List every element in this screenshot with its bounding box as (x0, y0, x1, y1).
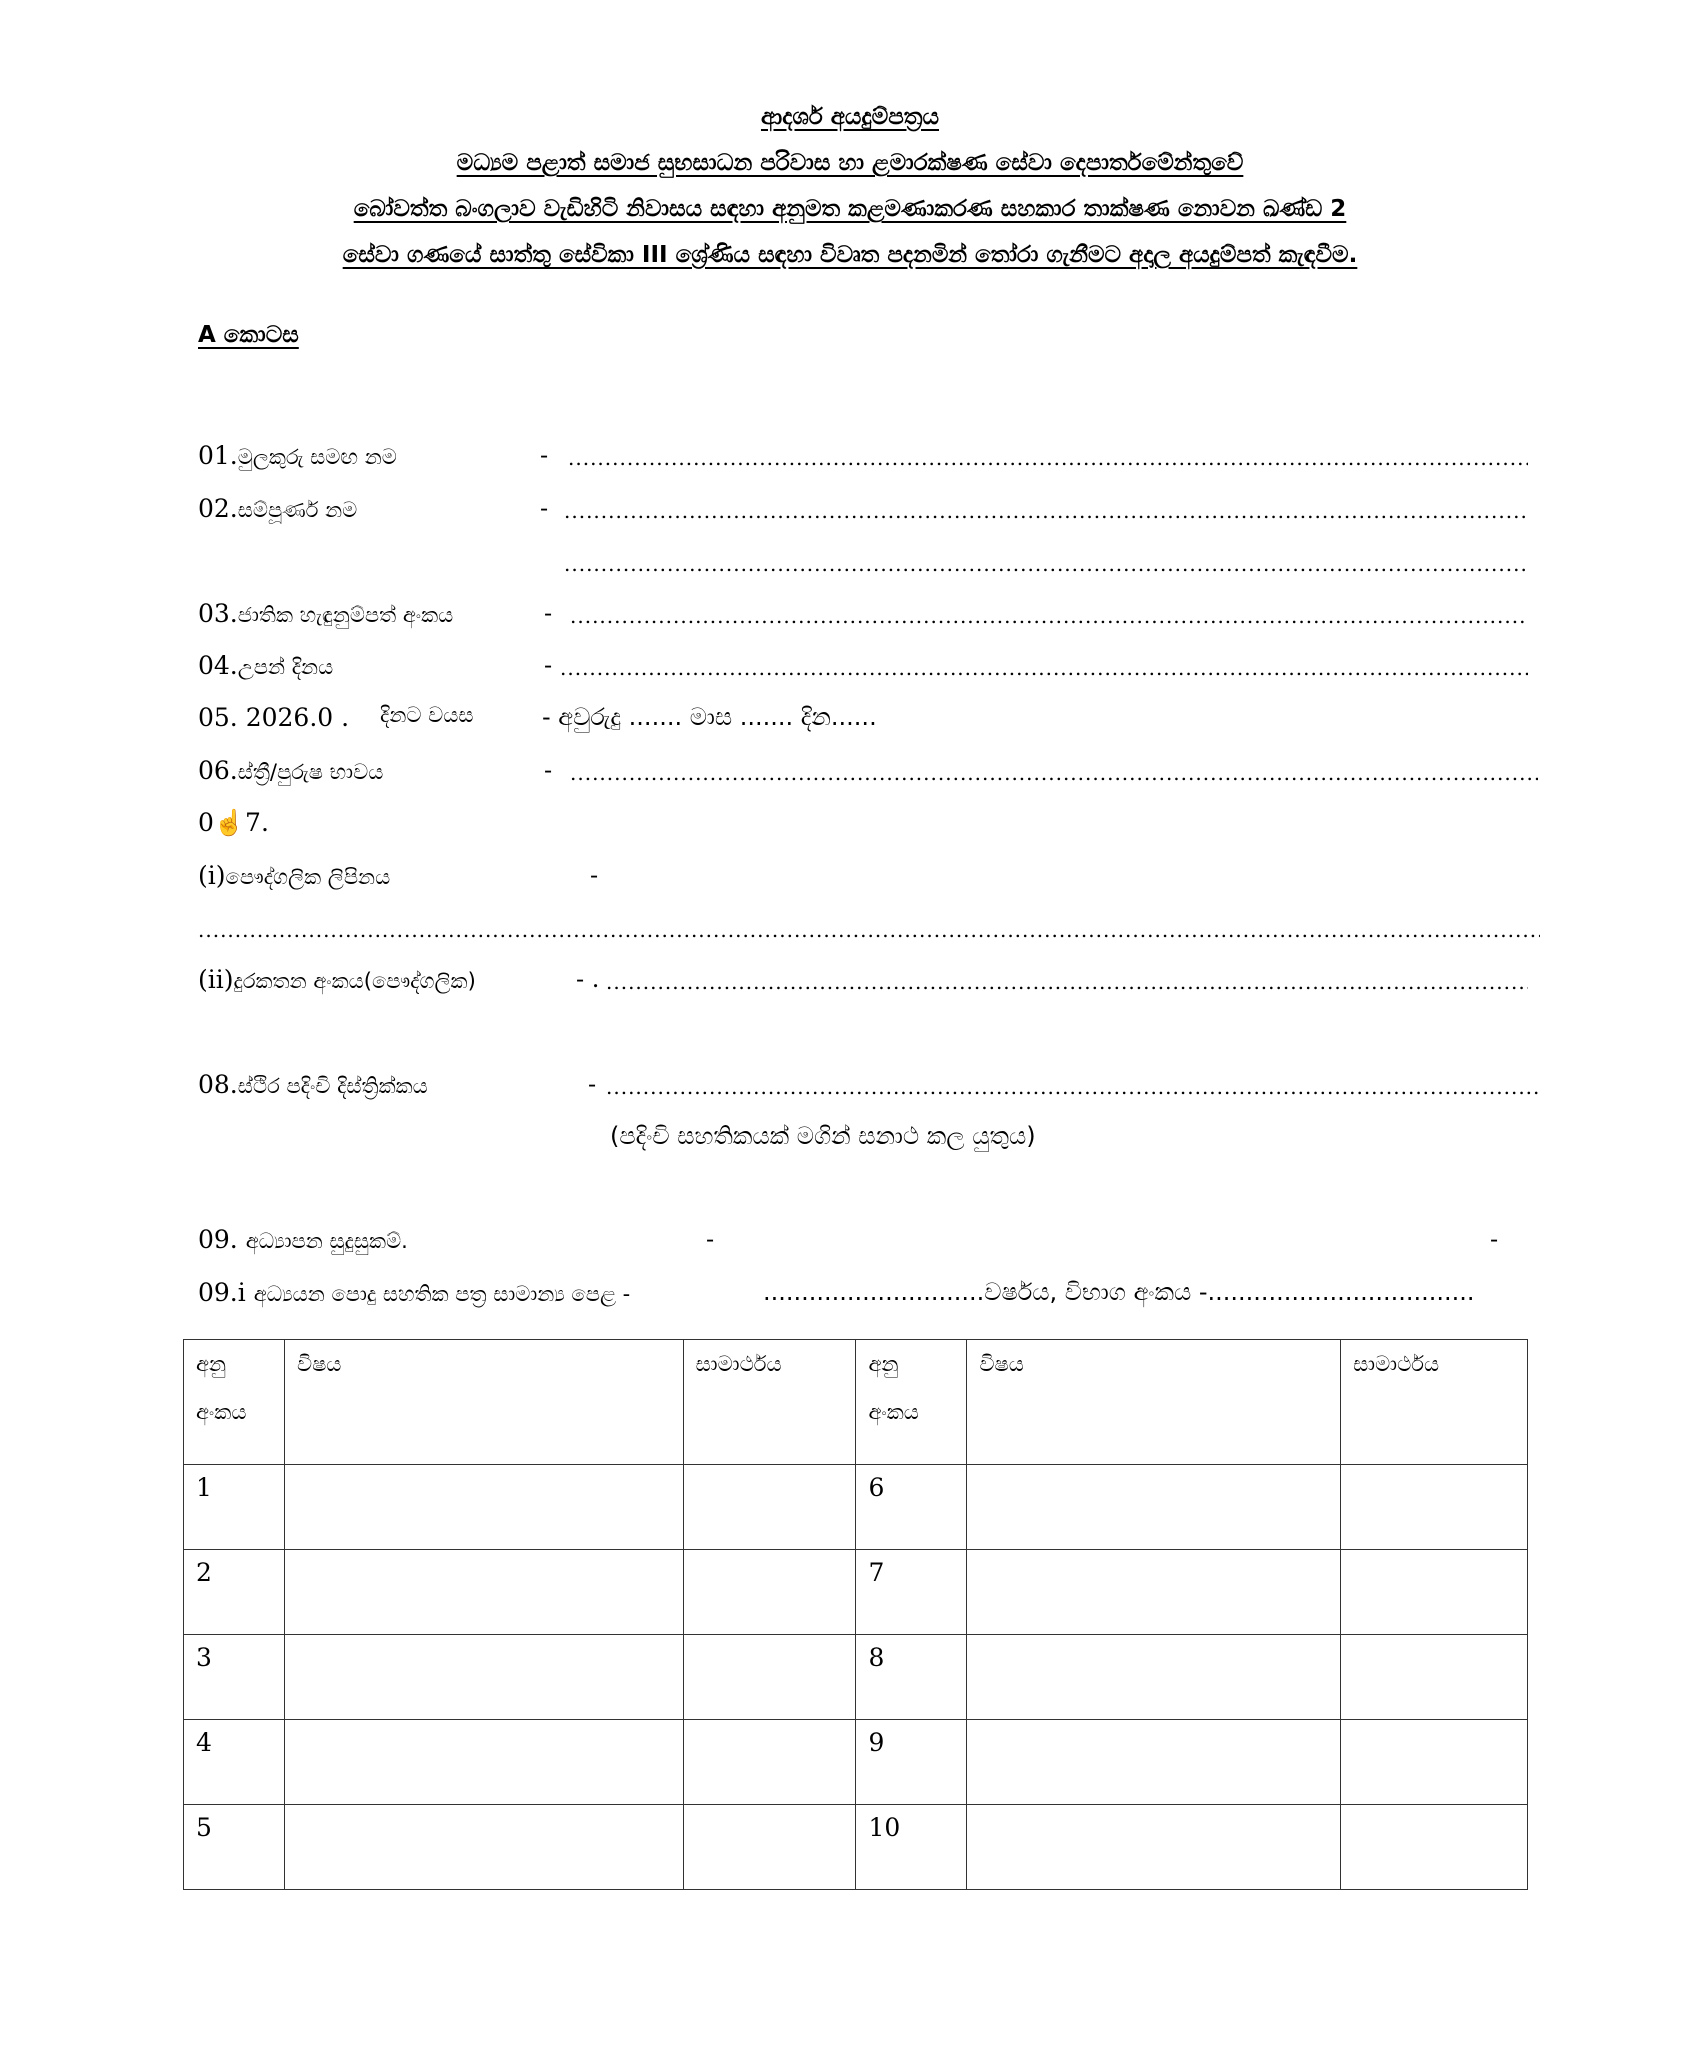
section-a-heading: A කොටස (198, 322, 299, 348)
post-title-line1: බෝවත්ත බංගලාව වැඩිහිටි නිවාසය සඳහා අනුමත කළමණාකරණ සහකාර තාක්ෂණ නොවන ඛණ්ඩ 2 (353, 196, 1347, 222)
field-personal-address (198, 861, 1538, 893)
field-gce-ol (198, 1278, 1538, 1310)
age-fill[interactable]: - අවුරුදු ....... මාස ....... දින...... (542, 703, 877, 731)
column-header-subject: විෂය (967, 1340, 1341, 1465)
result-cell[interactable] (1341, 1550, 1528, 1635)
subject-cell[interactable] (284, 1550, 683, 1635)
subject-cell[interactable] (967, 1720, 1341, 1805)
dash: - (540, 441, 549, 469)
row-number: 5 (184, 1805, 285, 1890)
field-full-name-cont (198, 547, 1538, 579)
field-07 (198, 808, 1538, 840)
form-title: ආදර්ශ අයදුම්පත්‍රය (760, 104, 939, 130)
field-permanent-district (198, 1070, 1538, 1102)
dash: - (544, 599, 553, 627)
result-cell[interactable] (1341, 1635, 1528, 1720)
row-number: 7 (856, 1550, 967, 1635)
dash: - (706, 1225, 715, 1253)
row-number: 9 (856, 1720, 967, 1805)
field-label: දුරකතන අංකය(පෞද්ගලික) (233, 969, 476, 993)
field-number: (i) (198, 861, 226, 890)
table-row (184, 1805, 1528, 1890)
subject-cell[interactable] (284, 1720, 683, 1805)
dash: - (544, 756, 553, 784)
subject-cell[interactable] (967, 1465, 1341, 1550)
fill-line[interactable] (568, 441, 1528, 473)
row-number: 8 (856, 1635, 967, 1720)
fill-line[interactable] (564, 547, 1526, 579)
result-cell[interactable] (1341, 1720, 1528, 1805)
field-number: 05. 2026.0 . (198, 703, 350, 732)
department-title: මධ්‍යම පළාත් සමාජ සුභසාධන පරිවාස හා ළමාරක්ෂණ සේවා දෙපාර්තමේන්තුවේ (456, 150, 1244, 176)
field-label: අධ්‍යයන පොදු සහතික පත්‍ර සාමාන්‍ය පෙළ - (253, 1282, 631, 1306)
year-exam-number-fill[interactable]: .............................වර්ෂය, විභාග අංකය -................................... (763, 1278, 1475, 1306)
dash: - . (576, 965, 600, 993)
field-number: (ii) (198, 965, 234, 994)
subject-cell[interactable] (967, 1550, 1341, 1635)
result-cell[interactable] (1341, 1805, 1528, 1890)
fill-line[interactable] (564, 494, 1526, 526)
field-number: 01. (198, 441, 238, 470)
subject-cell[interactable] (284, 1635, 683, 1720)
result-cell[interactable] (683, 1635, 856, 1720)
result-cell[interactable] (1341, 1465, 1528, 1550)
result-cell[interactable] (683, 1465, 856, 1550)
row-number: 10 (856, 1805, 967, 1890)
fill-line[interactable] (570, 599, 1528, 631)
field-number: 08. (198, 1070, 238, 1099)
field-label: ස්ත්‍රී/පුරුෂ භාවය (237, 760, 384, 784)
fill-line[interactable] (606, 965, 1528, 997)
column-header-subject: විෂය (284, 1340, 683, 1465)
fill-line[interactable] (560, 651, 1528, 683)
dash: - (544, 651, 553, 679)
table-row (184, 1465, 1528, 1550)
table-row (184, 1550, 1528, 1635)
field-gender (198, 756, 1538, 788)
dash: - (588, 1070, 597, 1098)
result-cell[interactable] (683, 1720, 856, 1805)
row-number: 1 (184, 1465, 285, 1550)
field-number: 09. (198, 1225, 238, 1254)
field-personal-phone (198, 965, 1538, 997)
field-number: 02. (198, 494, 238, 523)
column-header-result: සාමාර්ථය (1341, 1340, 1528, 1465)
field-number: 06. (198, 756, 238, 785)
field-label: දිනට වයස (380, 703, 474, 727)
field-age (198, 703, 1538, 735)
row-number: 3 (184, 1635, 285, 1720)
table-header-row (184, 1340, 1528, 1465)
field-number: 09.i (198, 1278, 246, 1307)
fill-line[interactable] (198, 913, 1540, 945)
field-nic-number (198, 599, 1538, 631)
result-cell[interactable] (683, 1550, 856, 1635)
field-number: 03. (198, 599, 238, 628)
result-cell[interactable] (683, 1805, 856, 1890)
field-label: ස්ථිර පදිංචි දිස්ත්‍රික්කය (237, 1074, 428, 1098)
fill-line[interactable] (606, 1070, 1538, 1102)
field-label: පෞද්ගලික ලිපිනය (225, 865, 391, 889)
column-header-index: අනු අංකය (856, 1340, 967, 1465)
table-row (184, 1635, 1528, 1720)
subject-cell[interactable] (967, 1635, 1341, 1720)
dash: - (540, 494, 549, 522)
column-header-result: සාමාර්ථය (683, 1340, 856, 1465)
field-label: ජාතික හැඳුනුම්පත් අංකය (237, 603, 454, 627)
post-title-line2: සේවා ගණයේ සාත්තු සේවිකා III ශ්‍රේණිය සඳහා විවෘත පදනමින් තෝරා ගැනීමට අදාල අයදුම්පත් කැඳවීම. (342, 242, 1358, 268)
field-number: 04. (198, 651, 238, 680)
fill-line[interactable] (570, 756, 1538, 788)
field-name-with-initials (198, 441, 1538, 473)
subject-cell[interactable] (284, 1805, 683, 1890)
field-label: උපන් දිනය (237, 655, 334, 679)
field-number: 0☝7. (198, 808, 269, 837)
field-label: අධ්‍යාපන සුදුසුකම්. (245, 1229, 408, 1253)
district-note: (පදිංචි සහතිකයක් මගින් සනාථ කල යුතුය) (610, 1122, 1036, 1150)
field-date-of-birth (198, 651, 1538, 683)
ol-results-table (183, 1339, 1528, 1890)
subject-cell[interactable] (967, 1805, 1341, 1890)
field-full-name (198, 494, 1538, 526)
row-number: 6 (856, 1465, 967, 1550)
table-row (184, 1720, 1528, 1805)
column-header-index: අනු අංකය (184, 1340, 285, 1465)
row-number: 2 (184, 1550, 285, 1635)
dash: - (1490, 1225, 1499, 1253)
row-number: 4 (184, 1720, 285, 1805)
subject-cell[interactable] (284, 1465, 683, 1550)
field-personal-address-line (198, 913, 1538, 945)
dash: - (590, 861, 599, 889)
field-education (198, 1225, 1538, 1257)
field-label: සම්පූර්ණ නම (237, 498, 358, 522)
field-label: මුලකුරු සමඟ නම (237, 445, 397, 469)
